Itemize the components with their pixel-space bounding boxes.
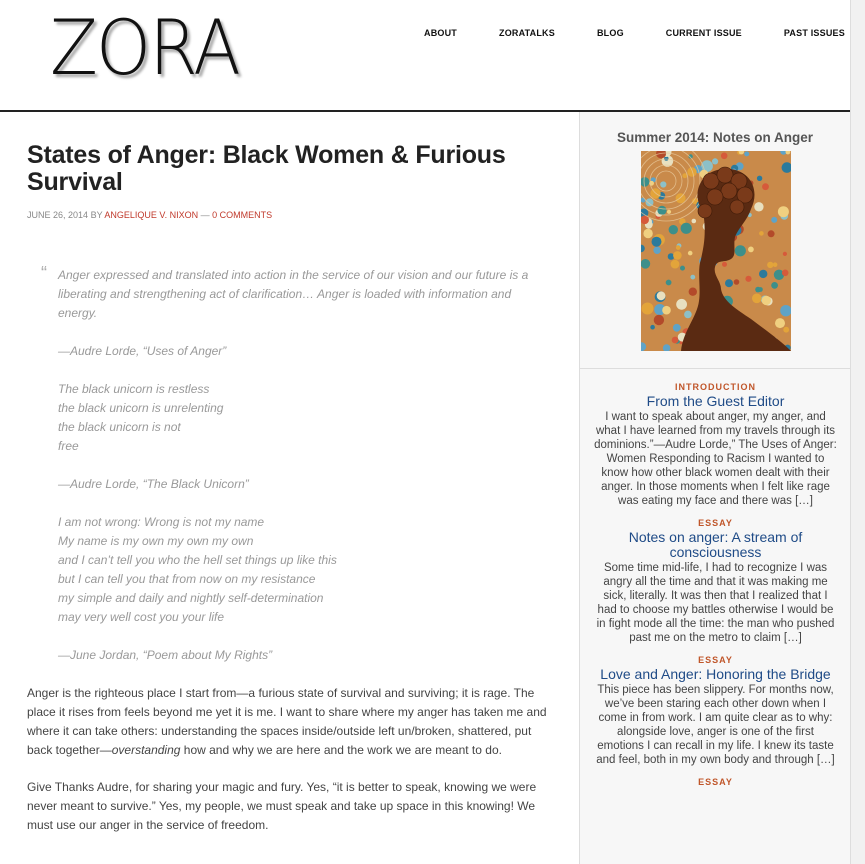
quote-paragraph: Anger expressed and translated into action in the service of our vision and our future is a liberating and strengthening act of clarification… Anger is loaded with information and energy. (58, 268, 529, 320)
entry-category: ESSAY (698, 777, 733, 787)
issue-title[interactable]: Summer 2014: Notes on Anger (616, 130, 814, 145)
quote-poem: I am not wrong: Wrong is not my name My name is my own my own my own and I can’t tell you who the hell set things up like this but I can tell you that from now on my resistance my simple and daily and nightly self-determination may very well cost you your life (58, 515, 337, 624)
issue-widget (580, 112, 850, 369)
body-paragraph (27, 684, 552, 760)
list-item (580, 518, 851, 645)
entry-category: ESSAY (698, 655, 733, 665)
site-logo[interactable]: ZORA (50, 3, 240, 92)
entry-category: INTRODUCTION (675, 382, 756, 392)
nav-blog[interactable]: BLOG (596, 28, 624, 38)
issue-entries-list (580, 382, 851, 797)
quote-attribution: —Audre Lorde, “Uses of Anger” (58, 344, 227, 358)
entry-excerpt: This piece has been slippery. For months now, we’ve been staring each other down when I come in from work. I am quite clear as to why: alongside love, anger is one of the first emotions I can recall in my life. I knew its taste and feel, both in my own body and through […] (596, 684, 835, 766)
article (27, 142, 552, 853)
quote-attribution: —Audre Lorde, “The Black Unicorn” (58, 477, 249, 491)
entry-excerpt: I want to speak about anger, my anger, and what I have learned from my travels through its dominions.”—Audre Lorde,” The Uses of Anger: Women Responding to Racism I wanted to know how other black women dealt with their anger. In those moments when I felt like rage was eating my face and there was […] (594, 411, 837, 507)
entry-title-link[interactable]: From the Guest Editor (646, 393, 785, 409)
article-meta (27, 210, 552, 220)
site-header (0, 0, 850, 112)
body-text-a: Anger is the righteous place I start from—a furious state of survival and surviving; it is rage. The place it rises from feels beyond me yet it is me. I want to share where my anger has taken me and where it can take others: understanding the spaces inside/outside left un/broken, shattered, put back together— (27, 686, 547, 757)
quote-mark-icon: “ (41, 263, 47, 283)
entry-title-link[interactable]: Notes on anger: A stream of consciousness (628, 529, 803, 560)
article-date: JUNE 26, 2014 (27, 210, 89, 220)
nav-past-issues[interactable]: PAST ISSUES (783, 28, 845, 38)
quote-poem: The black unicorn is restless the black unicorn is unrelenting the black unicorn is not free (58, 382, 224, 453)
article-body (27, 684, 552, 835)
byline-by: BY (90, 210, 103, 220)
nav-about[interactable]: ABOUT (424, 28, 457, 38)
author-link[interactable]: ANGELIQUE V. NIXON (104, 210, 199, 220)
article-title: States of Anger: Black Women & Furious Survival (27, 141, 506, 196)
entry-excerpt: Some time mid-life, I had to recognize I was angry all the time and that it was making me sick, literally. It was then that I realized that I had to choose my battles otherwise I would be in fight mode all the time: the man who pushed past me on the metro to claim […] (596, 562, 835, 644)
nav-zoratalks[interactable]: ZORATALKS (499, 28, 555, 38)
list-item (580, 382, 851, 508)
scrollbar[interactable] (850, 0, 865, 864)
comments-link[interactable]: 0 COMMENTS (212, 210, 273, 220)
list-item (580, 655, 851, 767)
quote-attribution: —June Jordan, “Poem about My Rights” (58, 648, 273, 662)
meta-dash: — (200, 210, 210, 220)
nav-current-issue[interactable]: CURRENT ISSUE (665, 28, 742, 38)
body-paragraph: Give Thanks Audre, for sharing your magic and fury. Yes, “it is better to speak, knowing we were never meant to survive.” Yes, my people, we must speak and take up space in this knowing! We must use our anger in the service of freedom. (27, 780, 537, 832)
list-item (580, 777, 851, 787)
body-text-b: how and why we are here and the work we are meant to do. (180, 743, 502, 757)
sidebar (579, 112, 850, 864)
body-text-emphasis: overstanding (111, 743, 181, 757)
issue-cover-image[interactable] (641, 151, 791, 351)
main-nav (424, 28, 845, 38)
epigraph-blockquote (27, 263, 552, 665)
entry-category: ESSAY (698, 518, 733, 528)
entry-title-link[interactable]: Love and Anger: Honoring the Bridge (600, 666, 831, 682)
